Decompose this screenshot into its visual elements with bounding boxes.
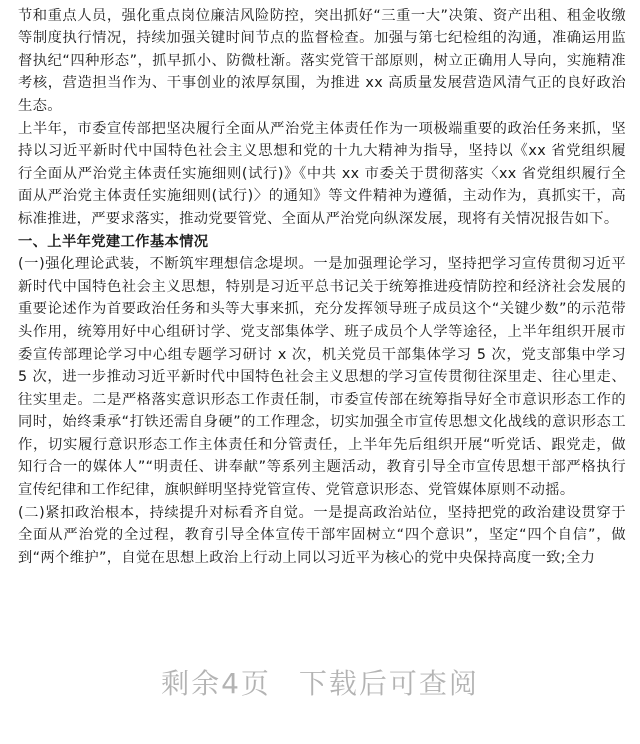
remaining-pages-label[interactable]: 剩余4页	[161, 667, 271, 700]
body-paragraph: (二)紧扣政治根本，持续提升对标看齐自觉。一是提高政治站位，坚持把党的政治建设贯穿于全面从严治党的全过程，教育引导全体宣传干部牢固树立“四个意识”，坚定“四个自信”，做到“两个维护”，自觉在思想上政治上行动上同以习近平为核心的党中央保持高度一致;全力	[18, 504, 626, 566]
body-paragraph: 上半年，市委宣传部把坚决履行全面从严治党主体责任作为一项极端重要的政治任务来抓，坚持以习近平新时代中国特色社会主义思想和党的十九大精神为指导，坚持以《xx 省党组织履行全面从严治党主体责任实施细则(试行)》《中共 xx 市委关于贯彻落实〈xx 省党组织履行全面从严治党主体责任实施细则(试行)〉的通知》等文件精神为遵循，主动作为，真抓实干，高标准推进，严要求落实，推动党要管党、全面从严治党向纵深发展，现将有关情况报告如下。	[18, 120, 626, 227]
content-fade	[0, 570, 640, 642]
section-heading: 一、上半年党建工作基本情况	[18, 233, 209, 250]
body-paragraph: 节和重点人员，强化重点岗位廉洁风险防控，突出抓好“三重一大”决策、资产出租、租金收缴等制度执行情况，持续加强关键时间节点的监督检查。加强与第七纪检组的沟通，准确运用监督执纪“四种形态”，抓早抓小、防微杜渐。落实党管干部原则，树立正确用人导向，实施精准考核，营造担当作为、干事创业的浓厚氛围，为推进 xx 高质量发展营造风清气正的良好政治生态。	[18, 7, 626, 114]
body-paragraph: (一)强化理论武装，不断筑牢理想信念堤坝。一是加强理论学习，坚持把学习宣传贯彻习近平新时代中国特色社会主义思想，特别是习近平总书记关于统筹推进疫情防控和经济社会发展的重要论述作为首要政治任务和头等大事来抓，充分发挥领导班子成员这个“关键少数”的示范带头作用，统筹用好中心组研讨学、党支部集体学、班子成员个人学等途径，上半年组织开展市委宣传部理论学习中心组专题学习研讨 x 次，机关党员干部集体学习 5 次，党支部集中学习 5 次，进一步推动习近平新时代中国特色社会主义思想的学习宣传贯彻往深里走、往心里走、往实里走。二是严格落实意识形态工作责任制，市委宣传部在统筹指导好全市意识形态工作的同时，始终秉承“打铁还需自身硬”的工作理念，切实加强全市宣传思想文化战线的意识形态工作，切实履行意识形态工作主体责任和分管责任，上半年先后组织开展“听党话、跟党走，做知行合一的媒体人”“明责任、讲奉献”等系列主题活动，教育引导全市宣传思想干部严格执行宣传纪律和工作纪律，旗帜鲜明坚持党管宣传、党管意识形态、党管媒体原则不动摇。	[18, 256, 626, 499]
download-to-read-label[interactable]: 下载后可查阅	[298, 667, 479, 700]
read-more-banner[interactable]	[0, 662, 640, 702]
